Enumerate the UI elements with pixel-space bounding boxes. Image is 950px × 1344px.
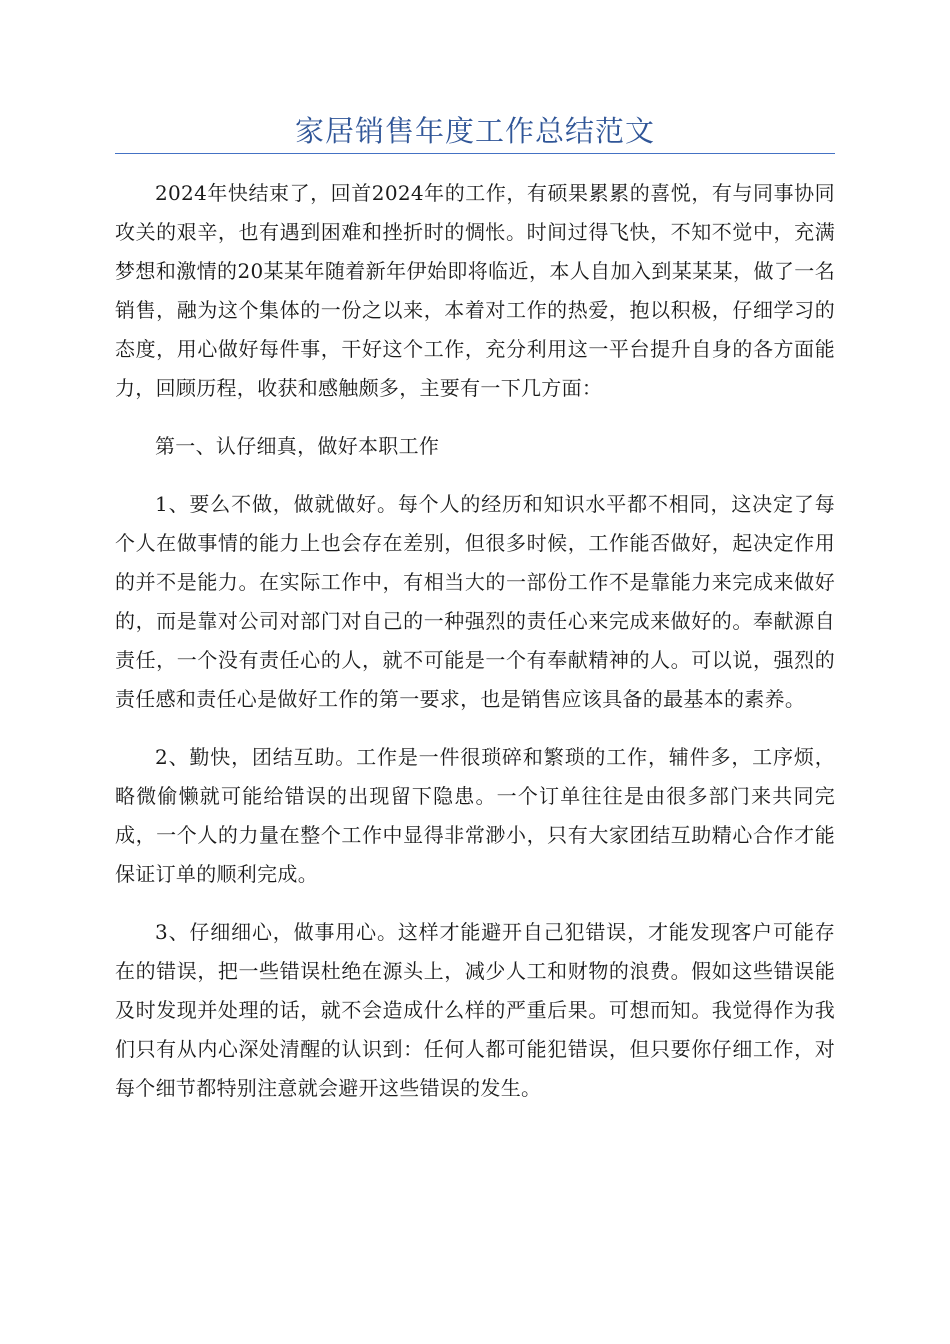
- point-2-paragraph: 2、勤快，团结互助。工作是一件很琐碎和繁琐的工作，辅件多，工序烦，略微偷懒就可能给错误的出现留下隐患。一个订单往往是由很多部门来共同完成，一个人的力量在整个工作中显得非常渺小，只有大家团结互助精心合作才能保证订单的顺利完成。: [115, 745, 835, 886]
- document-title: 家居销售年度工作总结范文: [294, 114, 655, 148]
- title-underline: [115, 153, 835, 154]
- document-body: [115, 174, 835, 1108]
- point-3-paragraph: 3、仔细细心，做事用心。这样才能避开自己犯错误，才能发现客户可能存在的错误，把一些错误杜绝在源头上，减少人工和财物的浪费。假如这些错误能及时发现并处理的话，就不会造成什么样的严重后果。可想而知。我觉得作为我们只有从内心深处清醒的认识到：任何人都可能犯错误，但只要你仔细工作，对每个细节都特别注意就会避开这些错误的发生。: [115, 920, 835, 1100]
- intro-paragraph: 2024年快结束了，回首2024年的工作，有硕果累累的喜悦，有与同事协同攻关的艰辛，也有遇到困难和挫折时的惆怅。时间过得飞快，不知不觉中，充满梦想和激情的20某某年随着新年伊始即将临近，本人自加入到某某某，做了一名销售，融为这个集体的一份之以来，本着对工作的热爱，抱以积极，仔细学习的态度，用心做好每件事，干好这个工作，充分利用这一平台提升自身的各方面能力，回顾历程，收获和感触颇多，主要有一下几方面：: [115, 181, 835, 400]
- section-heading: 第一、认仔细真，做好本职工作: [155, 434, 440, 458]
- point-1-paragraph: 1、要么不做，做就做好。每个人的经历和知识水平都不相同，这决定了每个人在做事情的能力上也会存在差别，但很多时候，工作能否做好，起决定作用的并不是能力。在实际工作中，有相当大的一部份工作不是靠能力来完成来做好的，而是靠对公司对部门对自己的一种强烈的责任心来完成来做好的。奉献源自责任，一个没有责任心的人，就不可能是一个有奉献精神的人。可以说，强烈的责任感和责任心是做好工作的第一要求，也是销售应该具备的最基本的素养。: [115, 492, 835, 711]
